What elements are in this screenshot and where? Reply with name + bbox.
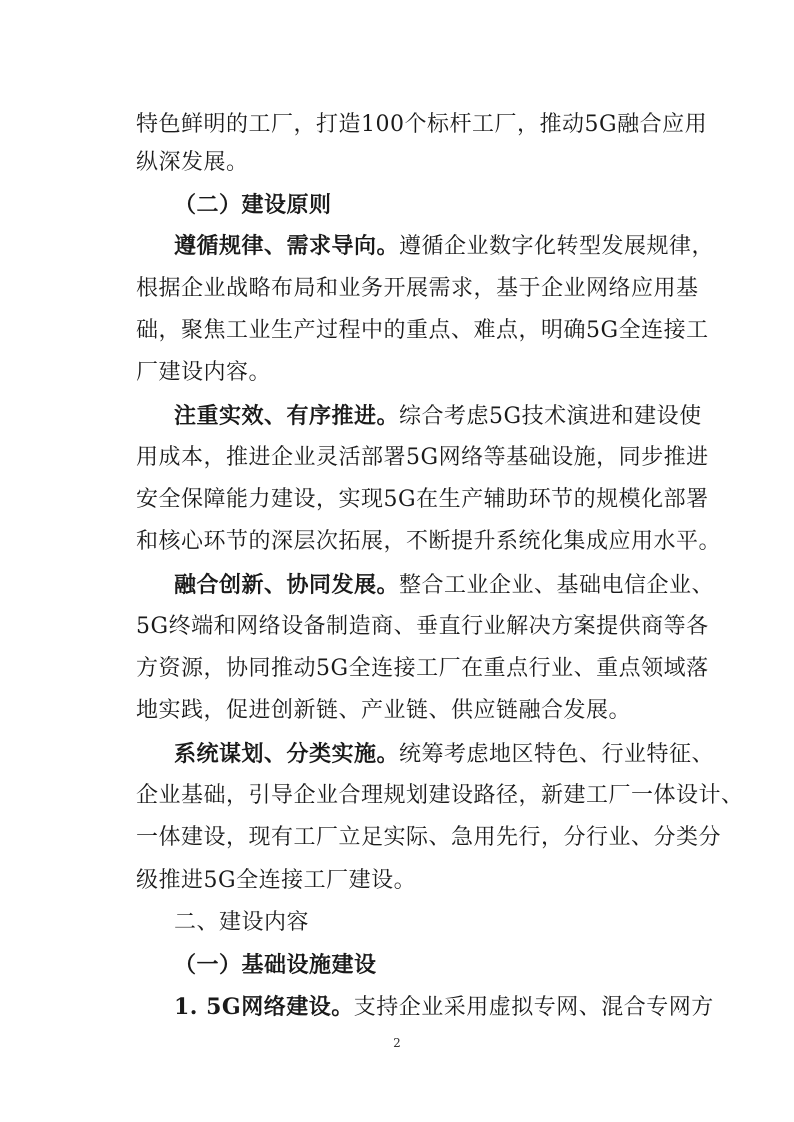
paragraph-lead: 系统谋划、分类实施。 bbox=[174, 741, 400, 767]
paragraph-first-line bbox=[174, 231, 734, 262]
body-line: 5G终端和网络设备制造商、垂直行业解决方案提供商等各 bbox=[136, 614, 709, 639]
section-heading: （二）建设原则 bbox=[174, 192, 332, 218]
body-line: 地实践，促进创新链、产业链、供应链融合发展。 bbox=[136, 698, 632, 723]
body-line: 根据企业战略布局和业务开展需求，基于企业网络应用基 bbox=[136, 276, 699, 301]
section-heading: （一）基础设施建设 bbox=[174, 952, 377, 978]
paragraph-first-line bbox=[174, 739, 734, 770]
page-number: 2 bbox=[393, 1036, 401, 1050]
paragraph-text: 整合工业企业、基础电信企业、 bbox=[399, 573, 715, 598]
body-line: 方资源，协同推动5G全连接工厂在重点行业、重点领域落 bbox=[136, 656, 709, 681]
body-line: 安全保障能力建设，实现5G在生产辅助环节的规模化部署 bbox=[136, 487, 709, 512]
paragraph-lead: 1. 5G网络建设。 bbox=[174, 994, 354, 1020]
paragraph-first-line bbox=[174, 401, 734, 432]
paragraph-lead: 注重实效、有序推进。 bbox=[174, 403, 400, 429]
paragraph-text: 综合考虑5G技术演进和建设使 bbox=[399, 404, 702, 429]
paragraph-lead: 遵循规律、需求导向。 bbox=[174, 233, 400, 259]
paragraph-text: 支持企业采用虚拟专网、混合专网方 bbox=[353, 995, 714, 1020]
body-line: 用成本，推进企业灵活部署5G网络等基础设施，同步推进 bbox=[136, 445, 709, 470]
chapter-heading: 二、建设内容 bbox=[174, 910, 310, 935]
body-line: 级推进5G全连接工厂建设。 bbox=[136, 868, 417, 893]
body-line: 纵深发展。 bbox=[136, 150, 249, 175]
body-line: 和核心环节的深层次拓展，不断提升系统化集成应用水平。 bbox=[136, 529, 722, 554]
body-line: 企业基础，引导企业合理规划建设路径，新建工厂一体设计、 bbox=[136, 783, 744, 808]
paragraph-lead: 融合创新、协同发展。 bbox=[174, 572, 400, 598]
paragraph-text: 遵循企业数字化转型发展规律， bbox=[399, 234, 715, 259]
body-line: 特色鲜明的工厂，打造100个标杆工厂，推动5G融合应用 bbox=[136, 112, 708, 137]
paragraph-first-line bbox=[174, 992, 734, 1023]
body-line: 一体建设，现有工厂立足实际、急用先行，分行业、分类分 bbox=[136, 825, 722, 850]
paragraph-text: 统筹考虑地区特色、行业特征、 bbox=[399, 742, 715, 767]
body-line: 厂建设内容。 bbox=[136, 360, 272, 385]
paragraph-first-line bbox=[174, 570, 734, 601]
body-line: 础，聚焦工业生产过程中的重点、难点，明确5G全连接工 bbox=[136, 318, 709, 343]
